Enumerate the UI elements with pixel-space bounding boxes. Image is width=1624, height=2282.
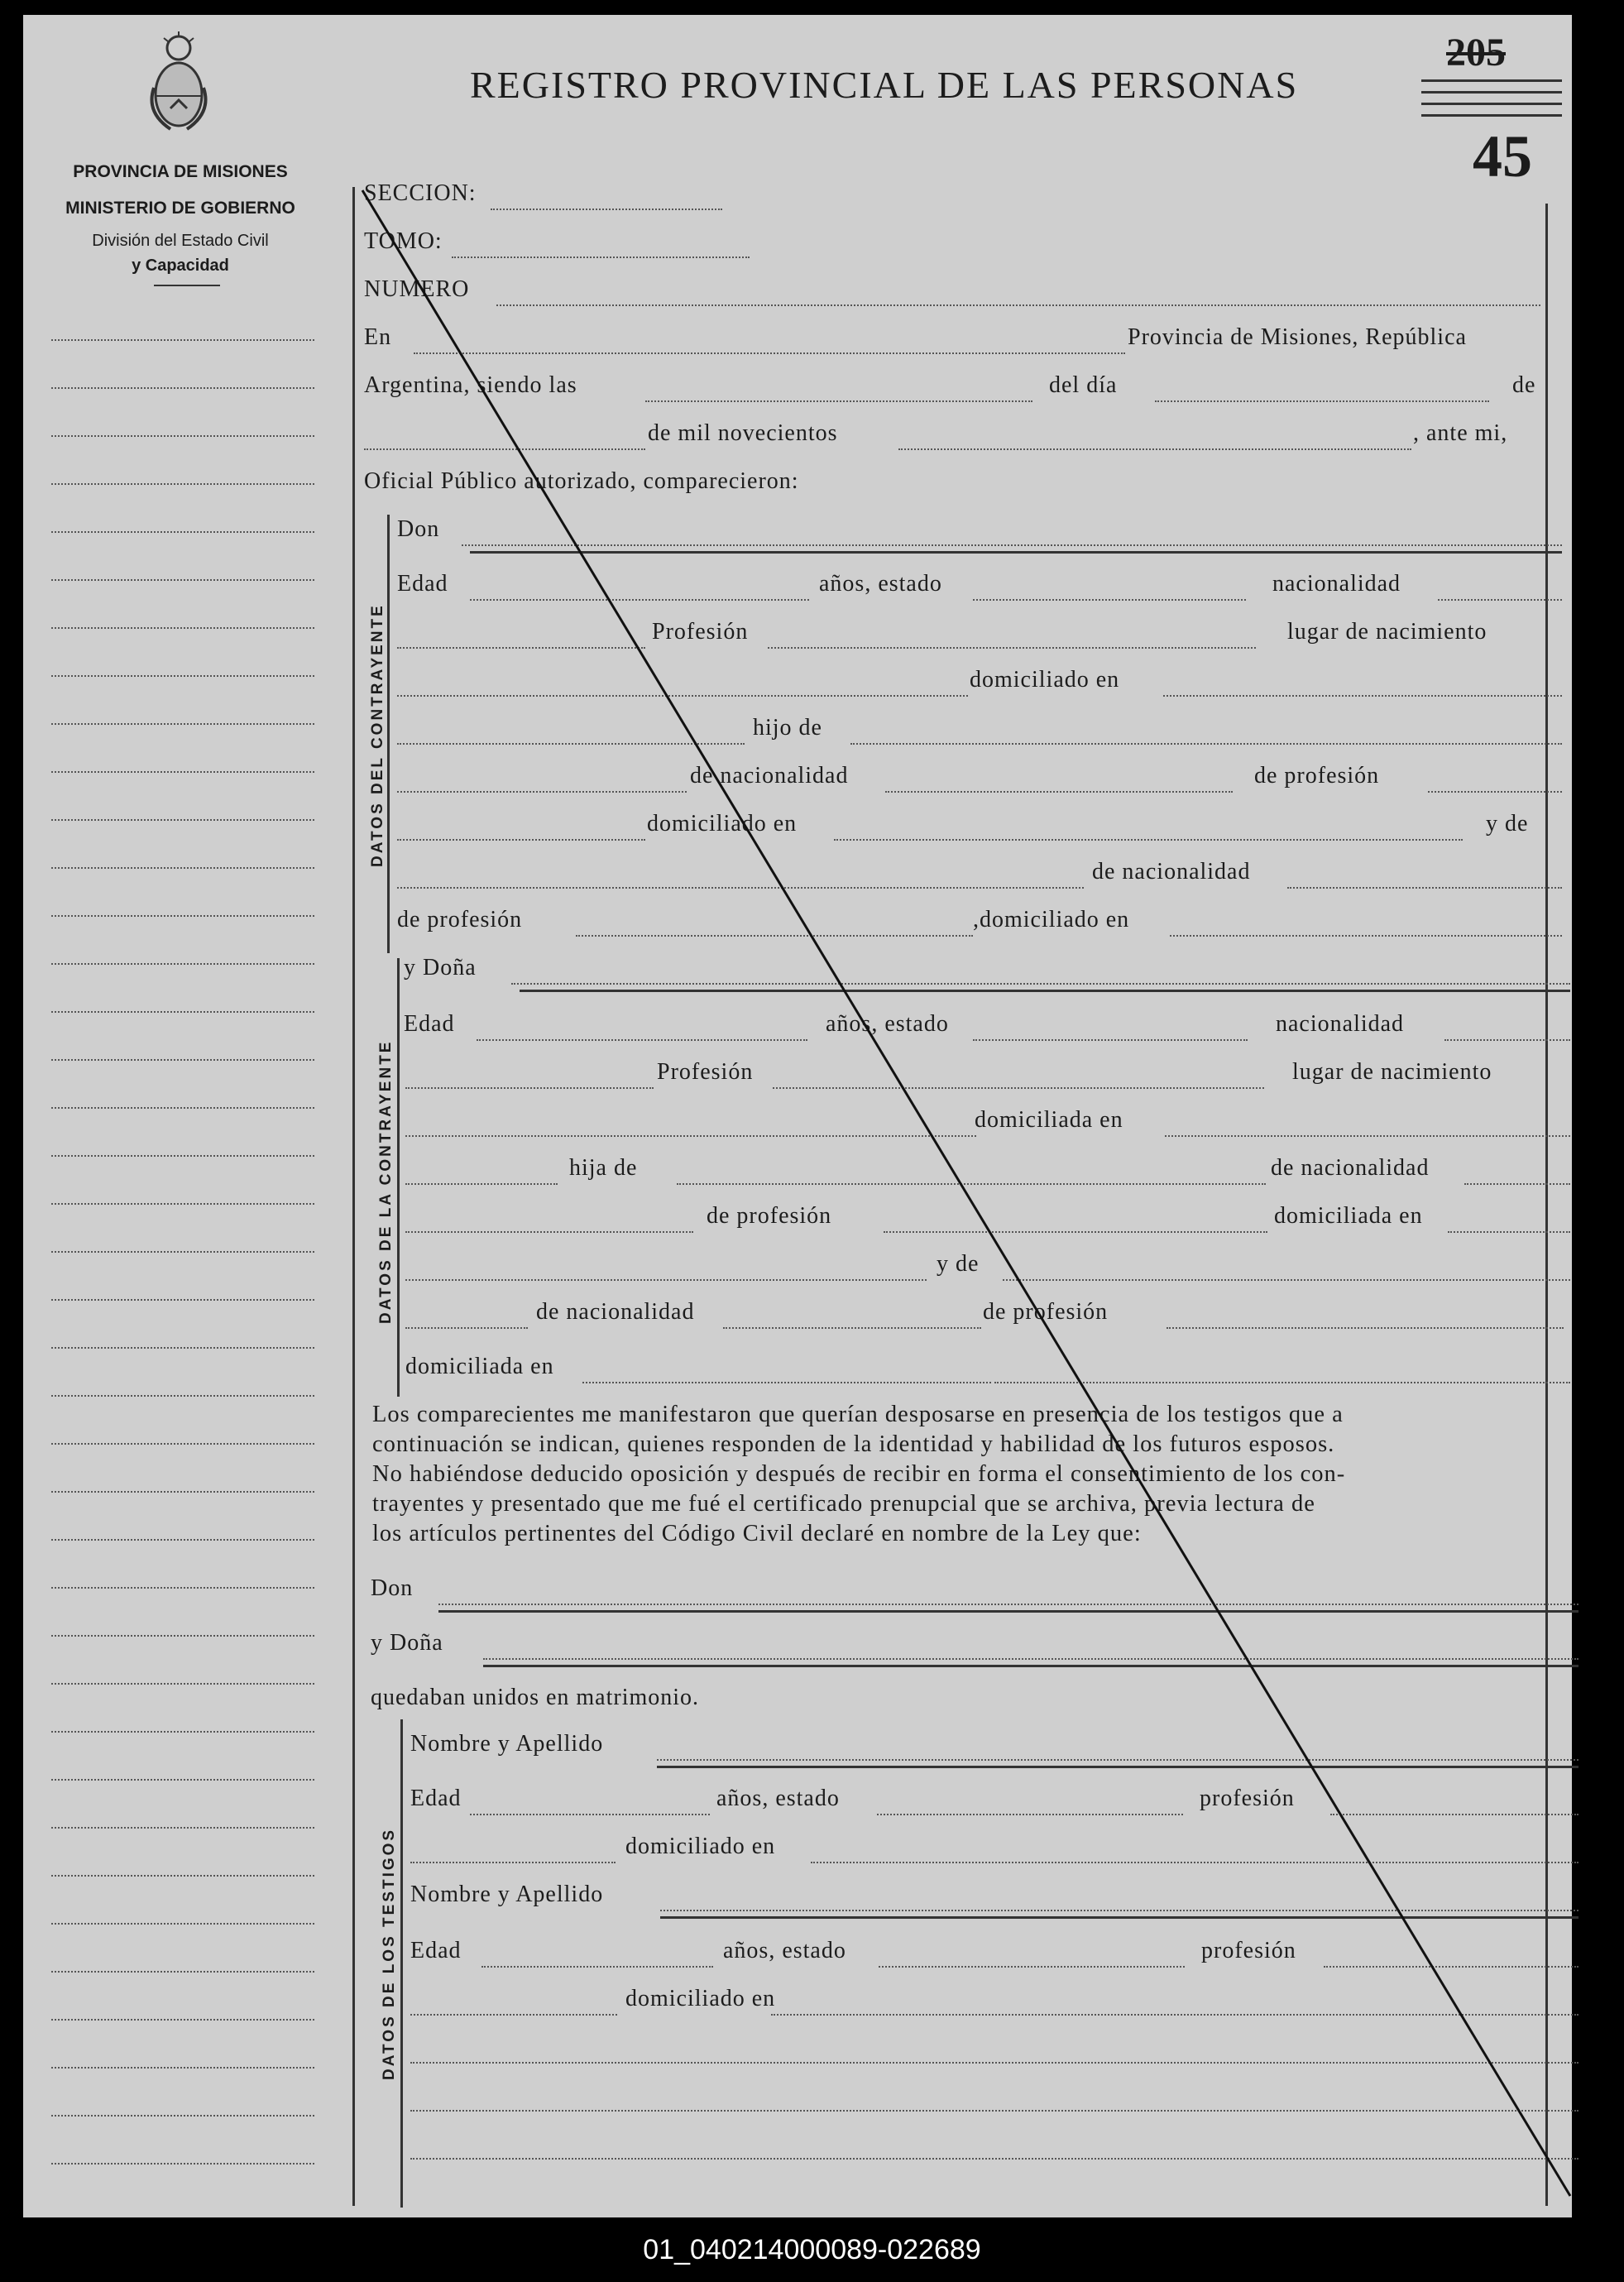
mil-text: de mil novecientos: [648, 420, 838, 446]
witness1-profesion-label: profesión: [1200, 1786, 1295, 1811]
groom-lugar-label: lugar de nacimiento: [1287, 619, 1487, 645]
groom-profesion-label: Profesión: [652, 619, 749, 645]
groom-anos-estado: años, estado: [819, 571, 942, 597]
groom-madre-domiciliado: ,domiciliado en: [973, 907, 1130, 932]
ante-mi-text: , ante mi,: [1413, 420, 1508, 446]
groom-padre-profesion: de profesión: [1254, 763, 1380, 789]
groom-y-de: y de: [1486, 811, 1529, 837]
witness2-edad-label: Edad: [410, 1938, 462, 1963]
office-division: División del Estado Civil: [92, 232, 269, 250]
witness1-edad-label: Edad: [410, 1786, 462, 1811]
folio-number: 45: [1473, 123, 1532, 189]
en-label: En: [364, 324, 392, 350]
groom-nacionalidad-label: nacionalidad: [1272, 571, 1401, 597]
groom-madre-profesion: de profesión: [397, 907, 523, 932]
bride-madre-nacionalidad: de nacionalidad: [536, 1299, 695, 1325]
groom-padre-nacionalidad: de nacionalidad: [690, 763, 849, 789]
witness1-domiciliado-label: domiciliado en: [625, 1834, 776, 1859]
office-capacity: y Capacidad: [132, 256, 229, 275]
groom-padre-domiciliado: domiciliado en: [647, 811, 798, 837]
bride-profesion-label: Profesión: [657, 1059, 754, 1085]
bride-padre-profesion: de profesión: [707, 1203, 832, 1229]
bride-domiciliada-label: domiciliada en: [975, 1107, 1123, 1133]
groom-madre-nacionalidad: de nacionalidad: [1092, 859, 1251, 885]
office-ministry: MINISTERIO DE GOBIERNO: [65, 199, 295, 218]
bride-dona-label: y Doña: [404, 955, 477, 980]
page-title: REGISTRO PROVINCIAL DE LAS PERSONAS: [470, 64, 1299, 106]
declared-don-label: Don: [371, 1575, 414, 1601]
declaration-line-1: Los comparecientes me manifestaron que querían desposarse en presencia de los testigos que a: [372, 1402, 1344, 1427]
witness-side-label: DATOS DE LOS TESTIGOS: [381, 1827, 398, 2080]
witness2-profesion-label: profesión: [1201, 1938, 1296, 1963]
groom-don-label: Don: [397, 516, 440, 542]
bride-edad-label: Edad: [404, 1011, 455, 1037]
witness1-anos-estado: años, estado: [716, 1786, 840, 1811]
declared-dona-label: y Doña: [371, 1630, 443, 1656]
image-id-caption: 01_040214000089-022689: [643, 2234, 981, 2265]
bride-nacionalidad-label: nacionalidad: [1276, 1011, 1405, 1037]
form-page: [23, 15, 1572, 2217]
cancellation-diagonal: [23, 15, 1572, 2217]
bride-lugar-label: lugar de nacimiento: [1292, 1059, 1492, 1085]
bride-padre-domiciliada: domiciliada en: [1274, 1203, 1423, 1229]
witness2-anos-estado: años, estado: [723, 1938, 846, 1963]
de-text: de: [1512, 372, 1536, 398]
bride-hija-de-label: hija de: [569, 1155, 638, 1181]
groom-side-label: DATOS DEL CONTRAYENTE: [369, 603, 386, 867]
oficial-text: Oficial Público autorizado, comparecieron:: [364, 468, 799, 494]
numero-label: NUMERO: [364, 276, 470, 302]
bride-anos-estado: años, estado: [826, 1011, 949, 1037]
declaration-line-2: continuación se indican, quienes responden de la identidad y habilidad de los futuros esposos.: [372, 1431, 1335, 1457]
bride-madre-domiciliada: domiciliada en: [405, 1354, 554, 1379]
witness2-domiciliado-label: domiciliado en: [625, 1986, 776, 2011]
bride-y-de: y de: [937, 1251, 980, 1277]
bride-side-label: DATOS DE LA CONTRAYENTE: [377, 1039, 395, 1324]
witness2-nombre-label: Nombre y Apellido: [410, 1882, 604, 1907]
office-province: PROVINCIA DE MISIONES: [73, 162, 288, 181]
old-folio-number: 205: [1446, 31, 1506, 74]
bride-padre-nacionalidad: de nacionalidad: [1271, 1155, 1430, 1181]
unidos-text: quedaban unidos en matrimonio.: [371, 1685, 700, 1710]
groom-edad-label: Edad: [397, 571, 448, 597]
declaration-line-4: trayentes y presentado que me fué el certificado prenupcial que se archiva, previa lectura de: [372, 1491, 1315, 1517]
del-dia-text: del día: [1049, 372, 1118, 398]
tomo-label: TOMO:: [364, 228, 443, 254]
argentina-text: Argentina, siendo las: [364, 372, 577, 398]
declaration-line-5: los artículos pertinentes del Código Civil declaré en nombre de la Ley que:: [372, 1521, 1142, 1546]
groom-hijo-de-label: hijo de: [753, 715, 822, 741]
bride-madre-profesion: de profesión: [983, 1299, 1109, 1325]
provincia-text: Provincia de Misiones, República: [1128, 324, 1467, 350]
seccion-label: SECCION:: [364, 180, 477, 206]
witness1-nombre-label: Nombre y Apellido: [410, 1731, 604, 1757]
groom-domiciliado-label: domiciliado en: [970, 667, 1120, 693]
declaration-line-3: No habiéndose deducido oposición y después de recibir en forma el consentimiento de los con-: [372, 1461, 1346, 1487]
